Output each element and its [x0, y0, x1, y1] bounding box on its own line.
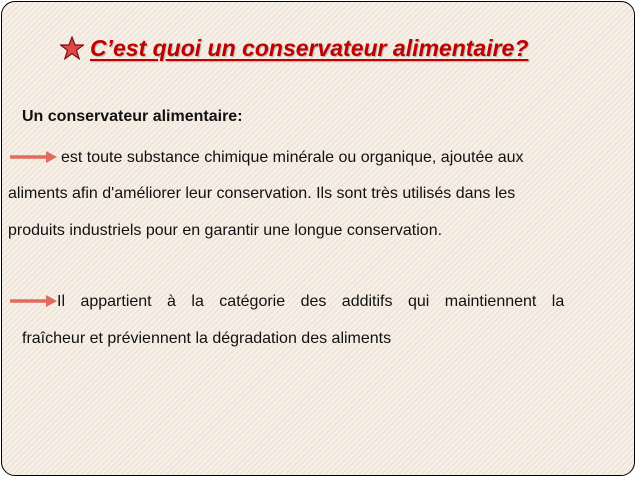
para1-line1: est toute substance chimique minérale ou organique, ajoutée aux — [61, 149, 524, 166]
section-heading: Un conservateur alimentaire: — [22, 108, 243, 125]
slide-title: C’est quoi un conservateur alimentaire? — [90, 34, 529, 61]
title-row — [60, 28, 528, 68]
para2-line1 — [57, 292, 631, 312]
para2-line1-text: Il appartient à la catégorie des additifs qui maintiennent la — [57, 293, 565, 310]
para1-line3: produits industriels pour en garantir une longue conservation. — [8, 222, 443, 239]
arrow-icon — [10, 294, 58, 308]
star-icon — [60, 36, 84, 60]
para2-line2: fraîcheur et préviennent la dégradation des aliments — [22, 330, 392, 347]
arrow-icon — [10, 150, 58, 164]
para1-line2: aliments afin d'améliorer leur conservation. Ils sont très utilisés dans les — [8, 185, 516, 202]
slide — [1, 1, 635, 476]
